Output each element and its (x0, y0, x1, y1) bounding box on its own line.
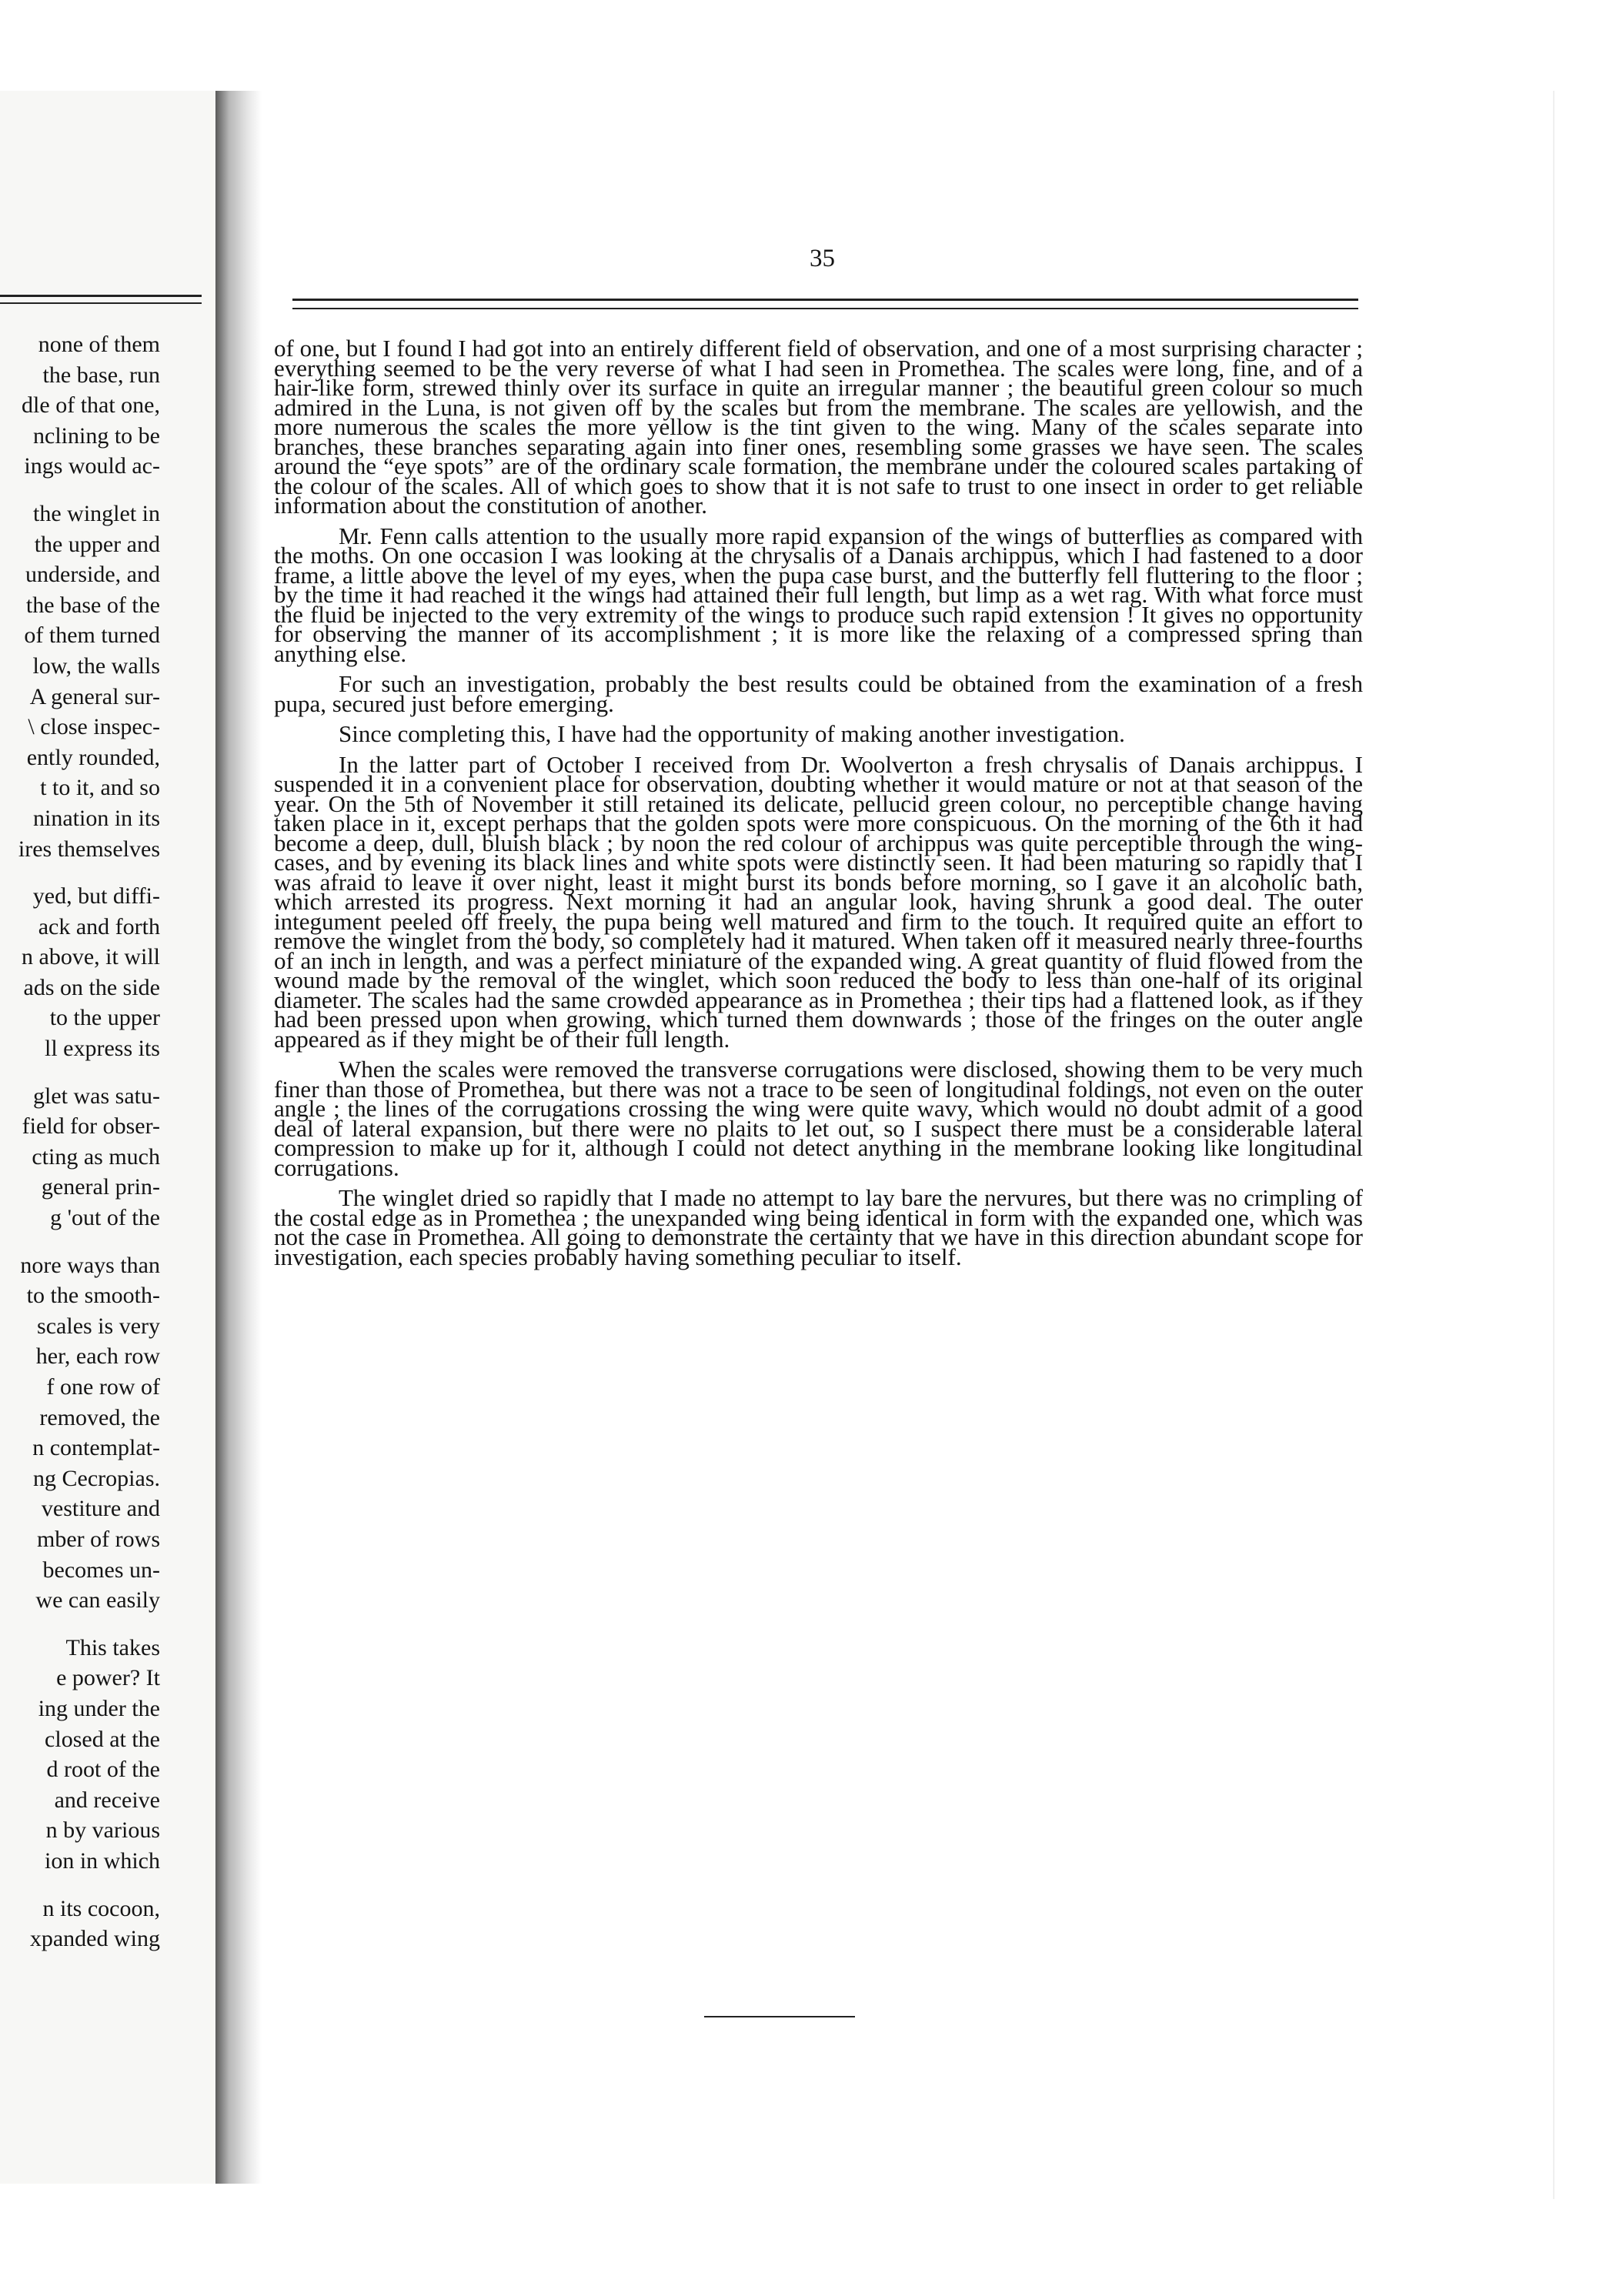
left-page-line: yed, but diffi- (32, 883, 160, 909)
left-page-line: t to it, and so (40, 775, 160, 801)
left-page-line: the upper and (34, 531, 160, 557)
left-page-line: n above, it will (22, 944, 160, 970)
left-page-line: removed, the (39, 1404, 160, 1430)
left-page-line: ion in which (45, 1847, 160, 1874)
header-double-rule (292, 299, 1358, 309)
paragraph-october: In the latter part of October I received from Dr. Woolverton a fresh chrysalis of Danais archippus. I suspended it in a convenient place for observation, doubting whether it would mature or not at that season of the year. On the 5th of November it still retained its delicate, pellucid green colour, no perceptible change having taken place in it, except perhaps that the golden spots were more conspicuous. On the morning of the 6th it had become a deep, dull, bluish black ; by noon the red colour of archippus was quite perceptible through the wing-cases, and by evening its black lines and white spots were distinctly seen. It had been maturing so rapidly that I was afraid to leave it over night, least it might burst its bonds before morning, so I gave it an alcoholic bath, which arrested its progress. Next morning it had an angular look, having shrunk a good deal. The outer integument peeled off freely, the pupa being well matured and firm to the touch. It required quite an effort to remove the winglet from the body, so completely had it matured. When taken off it measured nearly three-fourths of an inch in length, and was a perfect miniature of the expanded wing. A great quantity of fluid flowed from the wound made by the removal of the winglet, which soon reduced the body to less than one-half of its original diameter. The scales had the same crowded appearance as in Promethea ; their tips had a flattened look, as if they had been pressed upon when growing, which turned them downwards ; those of the fringes on the outer angle appeared as if they might be of their full length. (274, 750, 1363, 1053)
left-page-line: xpanded wing (29, 1926, 160, 1952)
left-page-gap (0, 1877, 160, 1894)
left-page-line: scales is very (37, 1313, 160, 1339)
left-page-line: nination in its (33, 805, 160, 831)
body-text (274, 335, 1363, 1277)
left-page-line: \ close inspec- (28, 714, 160, 740)
left-page-line: underside, and (25, 562, 160, 588)
left-page-line: ings would ac- (24, 453, 160, 479)
end-rule (704, 2016, 855, 2017)
left-page-line: ack and forth (38, 913, 160, 939)
left-page-fragment (0, 91, 225, 2184)
left-page-line: to the smooth- (26, 1283, 160, 1309)
paragraph-conclusion: The winglet dried so rapidly that I made no attempt to lay bare the nervures, but there was no crimpling of the costal edge as in Promethea ; the unexpanded wing being identical in form with the expanded one, which was not the case in Promethea. All going to demonstrate the certainty that we have in this direction abundant scope for investigation, each species probably having something peculiar to itself. (274, 1184, 1363, 1270)
paragraph-since-completing: Since completing this, I have had the opportunity of making another investigation. (339, 720, 1125, 747)
left-page-line: mber of rows (37, 1526, 160, 1552)
page-number: 35 (810, 245, 835, 272)
left-page-line: ng Cecropias. (33, 1465, 160, 1491)
left-page-line: nore ways than (20, 1252, 160, 1278)
left-page-line: the base of the (25, 592, 160, 618)
left-header-rule (0, 295, 202, 304)
left-page-line: vestiture and (41, 1496, 160, 1522)
left-page-line: we can easily (35, 1587, 160, 1614)
left-page-line: the winglet in (33, 500, 160, 526)
paragraph-investigation: For such an investigation, probably the best results could be obtained from the examination of a fresh pupa, secured just before emerging. (274, 670, 1363, 717)
left-page-line: of them turned (24, 622, 160, 649)
left-page-line: n by various (45, 1817, 160, 1844)
left-page-line: low, the walls (32, 652, 160, 679)
left-page-line: dle of that one, (22, 392, 160, 419)
left-page-line: This takes (65, 1634, 160, 1660)
left-page-line: to the upper (49, 1005, 160, 1031)
left-page-line: e power? It (56, 1665, 160, 1691)
left-page-line: f one row of (46, 1374, 160, 1400)
left-page-line: ing under the (38, 1695, 160, 1721)
left-page-gap (0, 482, 160, 499)
left-page-line: glet was satu- (33, 1083, 160, 1109)
left-page-line: ads on the side (23, 974, 160, 1000)
left-page-line: nclining to be (33, 422, 160, 449)
paragraph-corrugations: When the scales were removed the transverse corrugations were disclosed, showing them to be very much finer than those of Promethea, but there was not a trace to be seen of longitudinal foldings, not even on the outer angle ; the lines of the corrugations crossing the wing were quite wavy, which would no doubt admit of a good deal of lateral expansion, but there were no plaits to let out, so I suspect there must be a considerable lateral compression to make up for it, although I could not detect anything in the membrane looking like longitudinal corrugations. (274, 1056, 1363, 1181)
paragraph-fenn: Mr. Fenn calls attention to the usually more rapid expansion of the wings of butterflies as compared with the moths. On one occasion I was looking at the chrysalis of a Danais archippus, which I had fastened to a door frame, a little above the level of my eyes, when the pupa case burst, and the butterfly fell fluttering to the floor ; by the time it had reached it the wings had attained their full length, but limp as a wet rag. With what force must the fluid be injected to the very extremity of the wings to produce such rapid extension ! It gives no opportunity for observing the manner of its accomplishment ; it is more like the relaxing of a compressed spring than anything else. (274, 522, 1363, 667)
left-page-line: ll express its (45, 1036, 160, 1062)
left-page-line: A general sur- (29, 683, 160, 709)
left-page-line: d root of the (46, 1757, 160, 1783)
left-page-text (0, 329, 160, 1954)
left-page-line: field for obser- (22, 1113, 160, 1140)
paragraph-continuation: of one, but I found I had got into an entirely different field of observation, and one of a most surprising character ; everything seemed to be the very reverse of what I had seen in Promethea. The scales were long, fine, and of a hair-like form, strewed thinly over its surface in quite an irregular manner ; the beautiful green colour so much admired in the Luna, is not given off by the scales but from the membrane. The scales are yellowish, and the more numerous the scales the more yellow is the tint given to the wing. Many of the scales separate into branches, these branches separating again into finer ones, resembling some grasses we have seen. The scales around the “eye spots” are of the ordinary scale formation, the membrane under the coloured scales partaking of the colour of the scales. All of which goes to show that it is not safe to trust to one insect in order to get reliable information about the constitution of another. (274, 335, 1363, 519)
left-page-line: and receive (54, 1787, 160, 1813)
left-page-line: her, each row (35, 1343, 160, 1370)
left-page-gap (0, 864, 160, 881)
left-page-line: closed at the (45, 1726, 160, 1752)
left-page-line: g 'out of the (50, 1205, 160, 1231)
left-page-line: none of them (38, 332, 160, 357)
left-page-line: ently rounded, (26, 744, 160, 770)
book-spine-shadow (215, 91, 262, 2184)
left-page-line: general prin- (41, 1174, 160, 1200)
left-page-line: ires themselves (18, 836, 160, 862)
left-page-line: n its cocoon, (42, 1895, 160, 1921)
left-page-line: n contemplat- (32, 1435, 160, 1461)
left-page-line: cting as much (32, 1143, 160, 1170)
left-page-line: the base, run (42, 362, 160, 388)
left-page-gap (0, 1616, 160, 1633)
left-page-gap (0, 1064, 160, 1081)
left-page-gap (0, 1233, 160, 1250)
left-page-line: becomes un- (42, 1557, 160, 1583)
